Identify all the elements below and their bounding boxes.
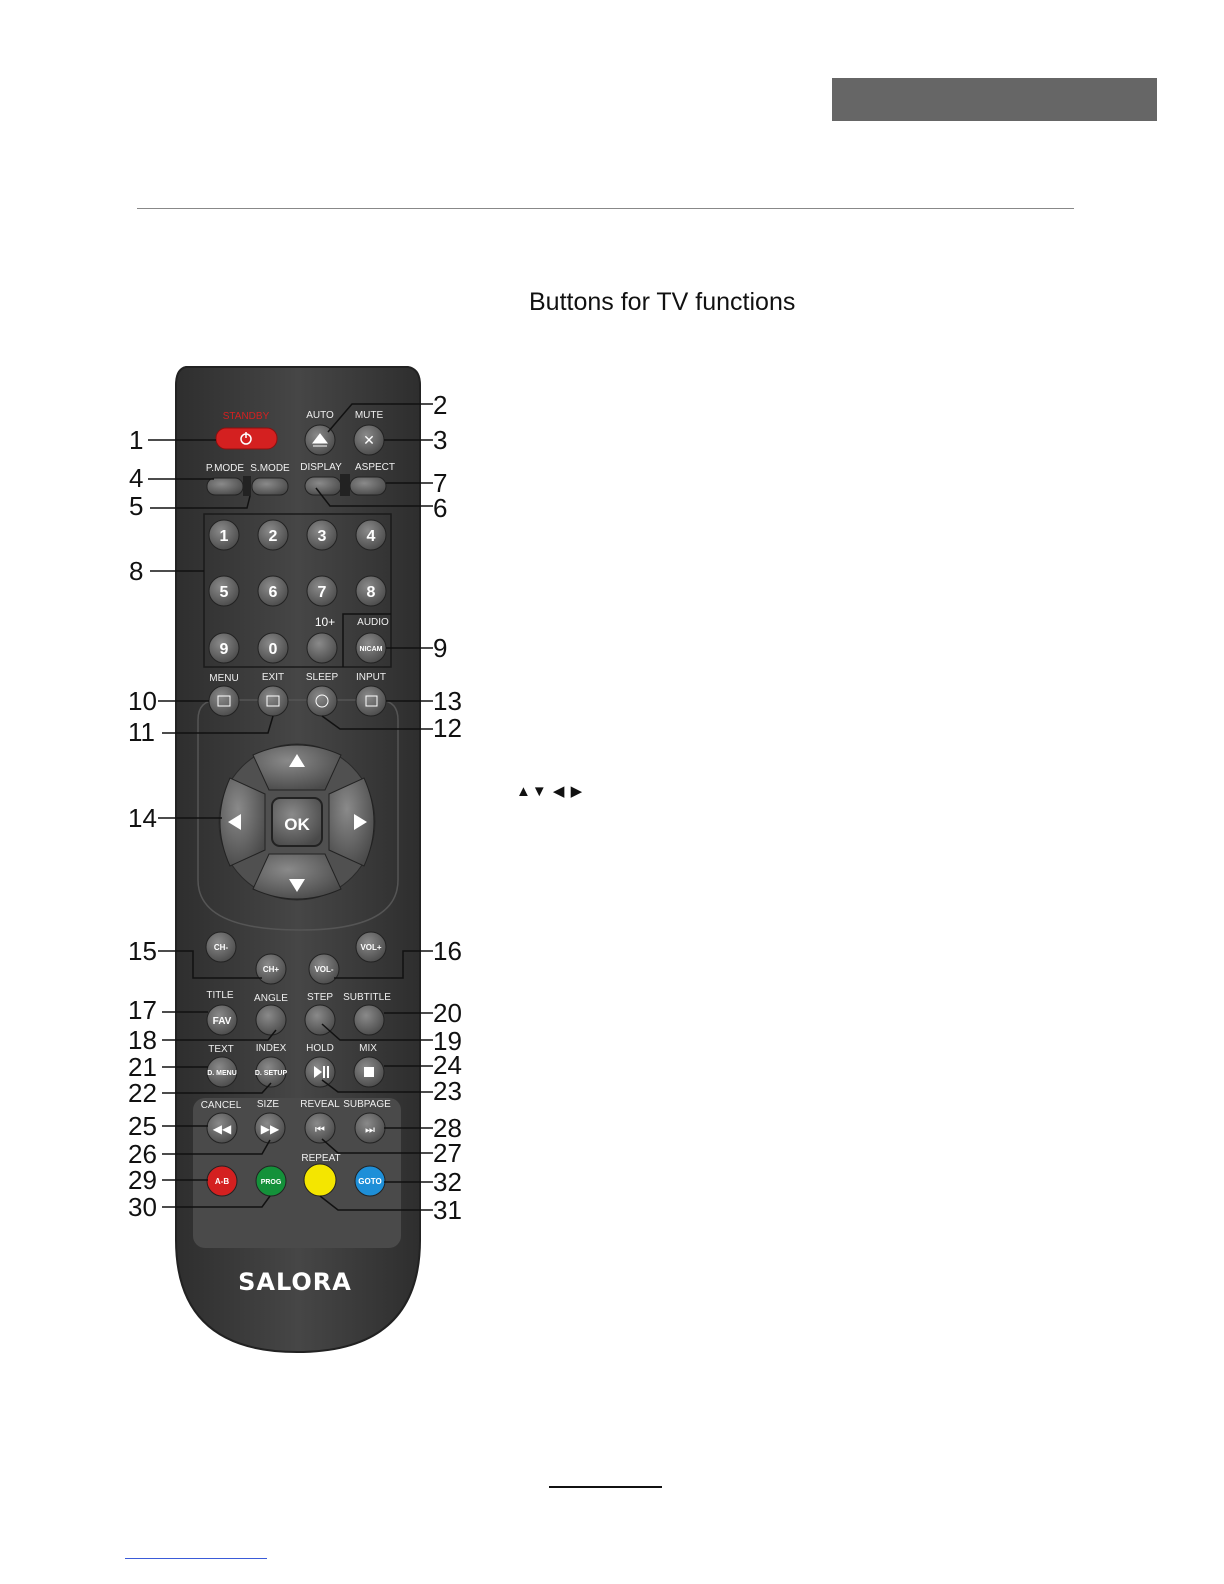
smode-button[interactable] [252, 478, 288, 495]
mute-icon: ✕ [363, 433, 375, 449]
ten-plus-label: 10+ [314, 615, 336, 629]
input-button[interactable] [356, 686, 386, 716]
mute-label: MUTE [354, 410, 384, 421]
ok-text: OK [284, 815, 310, 834]
subtitle-label: SUBTITLE [343, 992, 391, 1003]
down-button[interactable] [253, 854, 341, 899]
callout-1: 1 [129, 425, 144, 455]
callout-22: 22 [128, 1078, 157, 1108]
vol-plus-text: VOL+ [360, 943, 382, 952]
digit-3-label: 3 [317, 528, 327, 545]
digit-2-label: 2 [268, 528, 278, 545]
ab-text: A-B [214, 1177, 230, 1186]
step-label: STEP [306, 992, 334, 1003]
callout-19: 19 [433, 1026, 462, 1056]
callout-4: 4 [129, 463, 144, 493]
callout-6: 6 [433, 493, 448, 523]
callout-32: 32 [433, 1167, 462, 1197]
sleep-button[interactable] [307, 686, 337, 716]
callout-27: 27 [433, 1138, 462, 1168]
step-button[interactable] [305, 1005, 335, 1035]
ch-minus-text: CH- [213, 943, 229, 952]
rewind-icon: ◀◀ [212, 1122, 232, 1136]
angle-label: ANGLE [254, 993, 288, 1004]
reveal-label: REVEAL [300, 1099, 340, 1110]
display-button[interactable] [305, 477, 341, 495]
section-title: Buttons for TV functions [529, 288, 796, 316]
callout-7: 7 [433, 468, 448, 498]
ten-plus-button[interactable] [307, 633, 337, 663]
digit-5-label: 5 [219, 584, 229, 601]
callout-28: 28 [433, 1113, 462, 1143]
digit-7-label: 7 [317, 584, 327, 601]
callout-18: 18 [128, 1025, 157, 1055]
callout-15: 15 [128, 936, 157, 966]
input-label: INPUT [356, 672, 386, 683]
title-label: TITLE [206, 990, 234, 1001]
callout-21: 21 [128, 1052, 157, 1082]
callout-3: 3 [433, 425, 448, 455]
callout-14: 14 [128, 803, 157, 833]
callout-11: 11 [128, 717, 155, 747]
auto-label: AUTO [306, 410, 334, 421]
arrow-keys-glyph: ▲▼ ◀ ▶ [516, 783, 584, 800]
pmode-label: P.MODE [205, 463, 245, 474]
callout-23: 23 [433, 1076, 462, 1106]
stop-icon [364, 1067, 374, 1077]
smode-label: S.MODE [250, 463, 290, 474]
callout-5: 5 [129, 491, 144, 521]
callout-25: 25 [128, 1111, 157, 1141]
menu-label: MENU [209, 673, 239, 684]
callout-8: 8 [129, 556, 144, 586]
up-button[interactable] [253, 745, 341, 790]
yellow-repeat-button[interactable] [304, 1164, 336, 1196]
size-label: SIZE [256, 1099, 280, 1110]
callout-26: 26 [128, 1139, 157, 1169]
aspect-label: ASPECT [354, 462, 396, 473]
skip-forward-icon: ⏭ [365, 1123, 375, 1136]
fav-text: FAV [212, 1016, 232, 1027]
menu-button[interactable] [209, 686, 239, 716]
callout-2: 2 [433, 390, 448, 420]
digit-9-label: 9 [219, 641, 229, 658]
pmode-button[interactable] [207, 478, 243, 495]
goto-text: GOTO [358, 1177, 382, 1186]
callout-29: 29 [128, 1165, 157, 1195]
brand-logo: SALORA [238, 1268, 352, 1296]
dmenu-text: D. MENU [207, 1070, 237, 1077]
exit-button[interactable] [258, 686, 288, 716]
ch-plus-text: CH+ [262, 965, 280, 974]
callout-13: 13 [433, 686, 462, 716]
callout-10: 10 [128, 686, 157, 716]
text-label: TEXT [208, 1044, 234, 1055]
mix-label: MIX [359, 1043, 377, 1054]
digit-6-label: 6 [268, 584, 278, 601]
callout-31: 31 [433, 1195, 462, 1225]
index-label: INDEX [255, 1043, 287, 1054]
callout-20: 20 [433, 998, 462, 1028]
cancel-label: CANCEL [200, 1100, 242, 1111]
standby-label: STANDBY [222, 411, 270, 422]
callout-30: 30 [128, 1192, 157, 1222]
subtitle-button[interactable] [354, 1005, 384, 1035]
audio-label: AUDIO [357, 617, 389, 628]
sleep-label: SLEEP [305, 672, 339, 683]
right-button[interactable] [329, 778, 374, 866]
angle-button[interactable] [256, 1005, 286, 1035]
hold-label: HOLD [306, 1043, 334, 1054]
digit-1-label: 1 [219, 528, 229, 545]
standby-button[interactable] [216, 428, 277, 449]
exit-label: EXIT [261, 672, 285, 683]
left-button[interactable] [220, 778, 265, 866]
vol-minus-text: VOL- [314, 965, 334, 974]
aspect-button[interactable] [350, 477, 386, 495]
digit-0-label: 0 [268, 641, 278, 658]
callout-24: 24 [433, 1050, 462, 1080]
dsetup-text: D. SETUP [254, 1070, 288, 1077]
skip-back-icon: ⏮ [315, 1123, 325, 1136]
prog-text: PROG [260, 1179, 282, 1186]
nicam-text: NICAM [359, 646, 383, 653]
callout-17: 17 [128, 995, 157, 1025]
fast-forward-icon: ▶▶ [260, 1122, 280, 1136]
display-label: DISPLAY [300, 462, 342, 473]
subpage-label: SUBPAGE [343, 1099, 391, 1110]
callout-12: 12 [433, 713, 462, 743]
repeat-label: REPEAT [301, 1153, 341, 1164]
callout-9: 9 [433, 633, 448, 663]
digit-4-label: 4 [366, 528, 376, 545]
callout-16: 16 [433, 936, 462, 966]
digit-8-label: 8 [366, 584, 376, 601]
